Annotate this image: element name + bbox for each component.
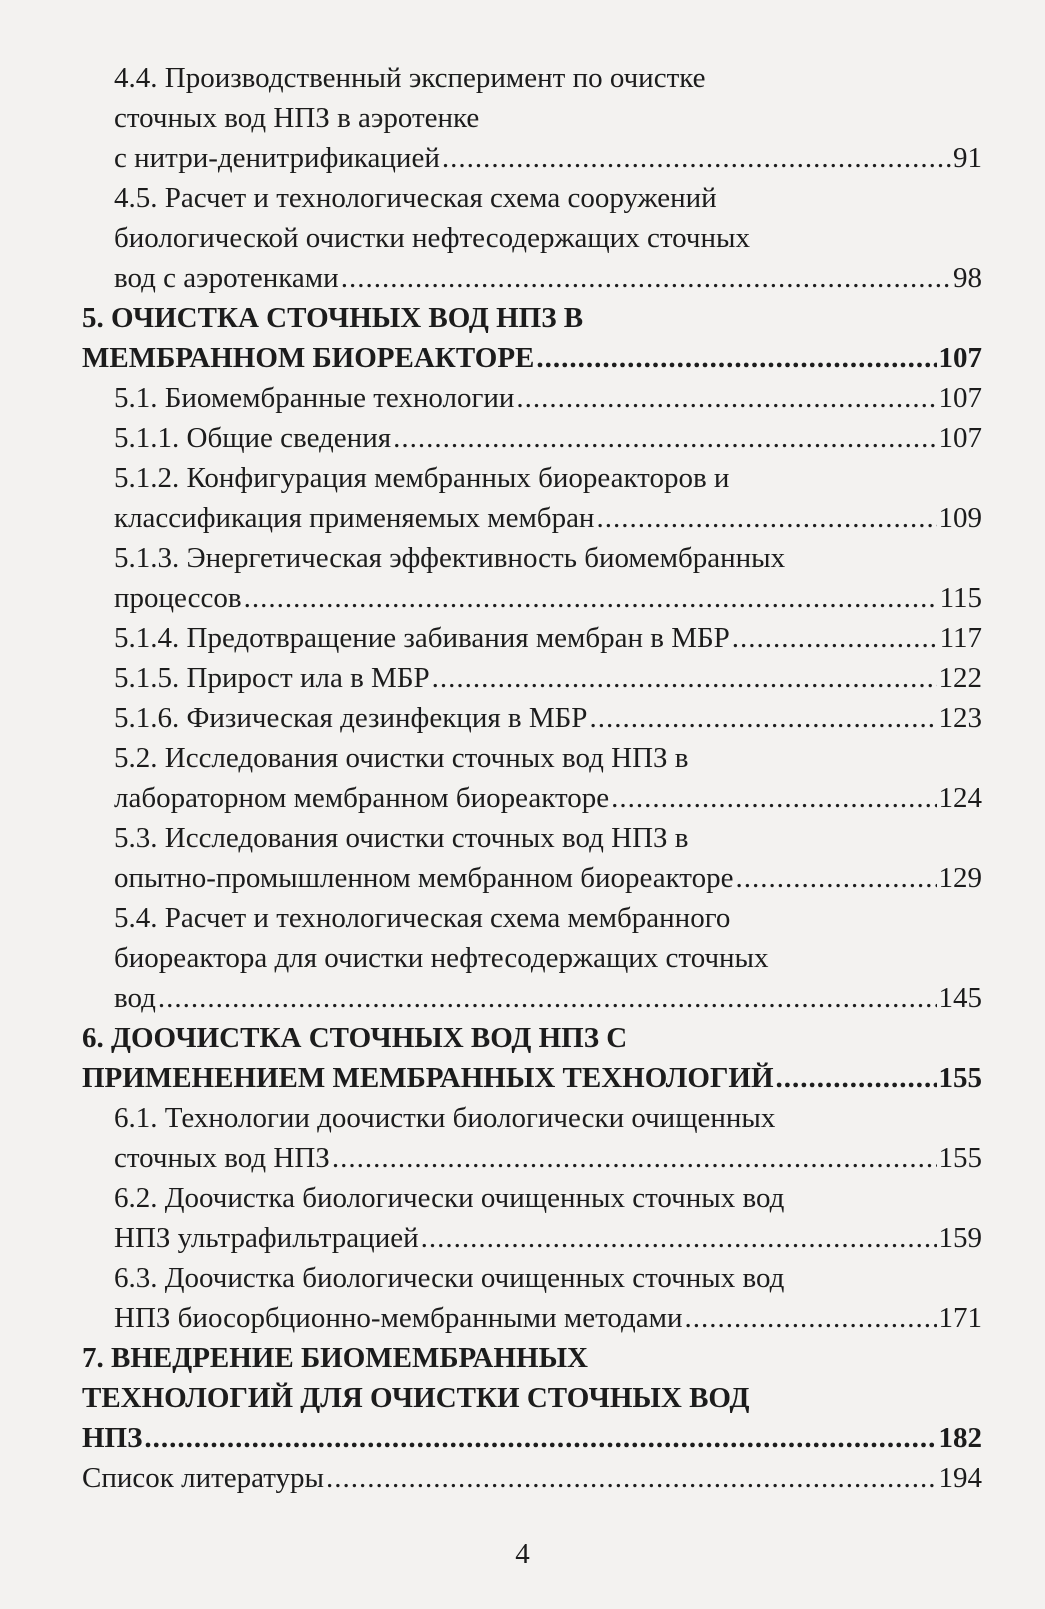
dot-leader xyxy=(536,338,936,378)
toc-entry-title-text: 6.2. Доочистка биологически очищенных сточных вод xyxy=(114,1182,785,1214)
dot-leader xyxy=(596,498,936,538)
toc-page-number: 155 xyxy=(938,1142,982,1174)
toc-entry-title-text: с нитри-денитрификацией xyxy=(114,142,440,174)
toc-entry-title-text: опытно-промышленном мембранном биореакторе xyxy=(114,862,734,894)
toc-entry-title-text: НПЗ ультрафильтрацией xyxy=(114,1222,419,1254)
toc-entry xyxy=(82,458,982,538)
toc-entry-line xyxy=(114,938,982,978)
dot-leader xyxy=(611,778,936,818)
toc-entry-line xyxy=(114,858,982,898)
dot-leader xyxy=(332,1138,937,1178)
toc-entry-title-text: лабораторном мембранном биореакторе xyxy=(114,782,610,814)
toc-entry xyxy=(82,378,982,418)
toc-entry-title-text: сточных вод НПЗ в аэротенке xyxy=(114,102,480,134)
toc-entry xyxy=(82,1458,982,1498)
dot-leader xyxy=(442,138,951,178)
toc-entry-title-text: 5.2. Исследования очистки сточных вод НПЗ в xyxy=(114,742,689,774)
toc-entry-line xyxy=(114,658,982,698)
toc-entry-title-text: 5.1.6. Физическая дезинфекция в МБР xyxy=(114,702,588,734)
toc-entry-line xyxy=(114,458,982,498)
toc-page-number: 107 xyxy=(938,382,982,414)
toc-entry-line xyxy=(82,338,982,378)
toc-entry-line xyxy=(114,258,982,298)
toc-entry-title-text: вод с аэротенками xyxy=(114,262,339,294)
toc-entry-title-text: МЕМБРАННОМ БИОРЕАКТОРЕ xyxy=(82,342,535,374)
toc-page-number: 145 xyxy=(938,982,982,1014)
toc-entry-title-text: классификация применяемых мембран xyxy=(114,502,595,534)
toc-entry-title-text: 6.3. Доочистка биологически очищенных сточных вод xyxy=(114,1262,785,1294)
toc-entry-line xyxy=(114,818,982,858)
toc-entry xyxy=(82,818,982,898)
toc-entry-title-text: 5.3. Исследования очистки сточных вод НПЗ в xyxy=(114,822,689,854)
toc-entry-title-text: 6. ДООЧИСТКА СТОЧНЫХ ВОД НПЗ С xyxy=(82,1022,628,1054)
toc-entry-line xyxy=(114,58,982,98)
toc-entry xyxy=(82,698,982,738)
dot-leader xyxy=(685,1298,937,1338)
toc-entry-title-text: биологической очистки нефтесодержащих сточных xyxy=(114,222,750,254)
toc-entry-line xyxy=(114,738,982,778)
toc-entry-line xyxy=(114,1258,982,1298)
toc-entry-line xyxy=(114,98,982,138)
dot-leader xyxy=(776,1058,937,1098)
toc-page-number: 107 xyxy=(938,422,982,454)
table-of-contents xyxy=(82,58,982,1498)
toc-entry-title-text: 5.1. Биомембранные технологии xyxy=(114,382,515,414)
toc-entry-line xyxy=(82,1058,982,1098)
toc-entry-line xyxy=(114,538,982,578)
toc-entry-line xyxy=(114,578,982,618)
toc-entry xyxy=(82,178,982,298)
dot-leader xyxy=(589,698,936,738)
toc-entry-title-text: 5.1.5. Прирост ила в МБР xyxy=(114,662,430,694)
toc-page-number: 122 xyxy=(938,662,982,694)
toc-page-number: 155 xyxy=(938,1062,982,1094)
dot-leader xyxy=(735,858,936,898)
toc-page-number: 159 xyxy=(938,1222,982,1254)
toc-page-number: 115 xyxy=(939,582,982,614)
toc-entry-title-text: 7. ВНЕДРЕНИЕ БИОМЕМБРАННЫХ xyxy=(82,1342,588,1374)
toc-entry-line xyxy=(114,418,982,458)
toc-entry-line xyxy=(82,1418,982,1458)
toc-entry-title-text: 5.4. Расчет и технологическая схема мембранного xyxy=(114,902,731,934)
page-number: 4 xyxy=(515,1538,530,1570)
toc-entry-title-text: ПРИМЕНЕНИЕМ МЕМБРАННЫХ ТЕХНОЛОГИЙ xyxy=(82,1062,774,1094)
toc-entry-line xyxy=(114,1178,982,1218)
toc-entry-title-text: 5.1.2. Конфигурация мембранных биореакторов и xyxy=(114,462,730,494)
toc-entry-title-text: 6.1. Технологии доочистки биологически очищенных xyxy=(114,1102,776,1134)
toc-entry-line xyxy=(114,898,982,938)
toc-entry-title-text: 5.1.3. Энергетическая эффективность биомембранных xyxy=(114,542,786,574)
toc-entry-line xyxy=(82,1338,982,1378)
toc-page-number: 107 xyxy=(938,342,982,374)
toc-entry-title-text: сточных вод НПЗ xyxy=(114,1142,330,1174)
toc-entry-line xyxy=(82,1018,982,1058)
toc-entry xyxy=(82,658,982,698)
toc-entry-title-text: Список литературы xyxy=(82,1462,325,1494)
toc-page-number: 109 xyxy=(938,502,982,534)
toc-entry-line xyxy=(114,1218,982,1258)
dot-leader xyxy=(244,578,938,618)
toc-entry-line xyxy=(114,498,982,538)
toc-entry-line xyxy=(114,1098,982,1138)
dot-leader xyxy=(516,378,936,418)
toc-entry-title-text: биореактора для очистки нефтесодержащих сточных xyxy=(114,942,769,974)
toc-entry-title-text: процессов xyxy=(114,582,242,614)
toc-entry-line xyxy=(114,378,982,418)
toc-page-number: 129 xyxy=(938,862,982,894)
toc-entry-line xyxy=(114,698,982,738)
toc-entry-title-text: вод xyxy=(114,982,156,1014)
toc-entry xyxy=(82,1258,982,1338)
toc-entry-title-text: 4.4. Производственный эксперимент по очистке xyxy=(114,62,706,94)
toc-entry xyxy=(82,1018,982,1098)
toc-page-number: 124 xyxy=(938,782,982,814)
dot-leader xyxy=(158,978,937,1018)
toc-page-number: 91 xyxy=(953,142,982,174)
toc-entry-line xyxy=(82,298,982,338)
toc-entry xyxy=(82,418,982,458)
dot-leader xyxy=(432,658,937,698)
dot-leader xyxy=(421,1218,937,1258)
toc-page-number: 182 xyxy=(938,1422,982,1454)
toc-entry-title-text: 5. ОЧИСТКА СТОЧНЫХ ВОД НПЗ В xyxy=(82,302,584,334)
dot-leader xyxy=(326,1458,936,1498)
toc-entry-title-text: ТЕХНОЛОГИЙ ДЛЯ ОЧИСТКИ СТОЧНЫХ ВОД xyxy=(82,1382,750,1414)
toc-entry xyxy=(82,1178,982,1258)
toc-entry-line xyxy=(114,1138,982,1178)
toc-entry-line xyxy=(82,1378,982,1418)
toc-entry-line xyxy=(114,218,982,258)
toc-entry xyxy=(82,1098,982,1178)
toc-entry-line xyxy=(114,178,982,218)
dot-leader xyxy=(393,418,936,458)
toc-entry-line xyxy=(82,1458,982,1498)
toc-entry xyxy=(82,298,982,378)
toc-entry-title-text: 5.1.4. Предотвращение забивания мембран в МБР xyxy=(114,622,730,654)
toc-page-number: 98 xyxy=(953,262,982,294)
dot-leader xyxy=(341,258,951,298)
toc-entry-title-text: НПЗ xyxy=(82,1422,143,1454)
dot-leader xyxy=(144,1418,936,1458)
toc-entry xyxy=(82,618,982,658)
toc-entry-title-text: 5.1.1. Общие сведения xyxy=(114,422,392,454)
toc-entry-line xyxy=(114,138,982,178)
toc-page-number: 194 xyxy=(938,1462,982,1494)
dot-leader xyxy=(732,618,938,658)
toc-entry xyxy=(82,1338,982,1458)
toc-entry-line xyxy=(114,1298,982,1338)
toc-entry-line xyxy=(114,778,982,818)
toc-entry-title-text: НПЗ биосорбционно-мембранными методами xyxy=(114,1302,683,1334)
toc-page-number: 123 xyxy=(938,702,982,734)
toc-entry-line xyxy=(114,978,982,1018)
toc-entry-title-text: 4.5. Расчет и технологическая схема сооружений xyxy=(114,182,717,214)
toc-entry xyxy=(82,58,982,178)
toc-entry xyxy=(82,738,982,818)
toc-page-number: 117 xyxy=(939,622,982,654)
toc-page-number: 171 xyxy=(938,1302,982,1334)
toc-entry xyxy=(82,538,982,618)
toc-entry xyxy=(82,898,982,1018)
toc-entry-line xyxy=(114,618,982,658)
